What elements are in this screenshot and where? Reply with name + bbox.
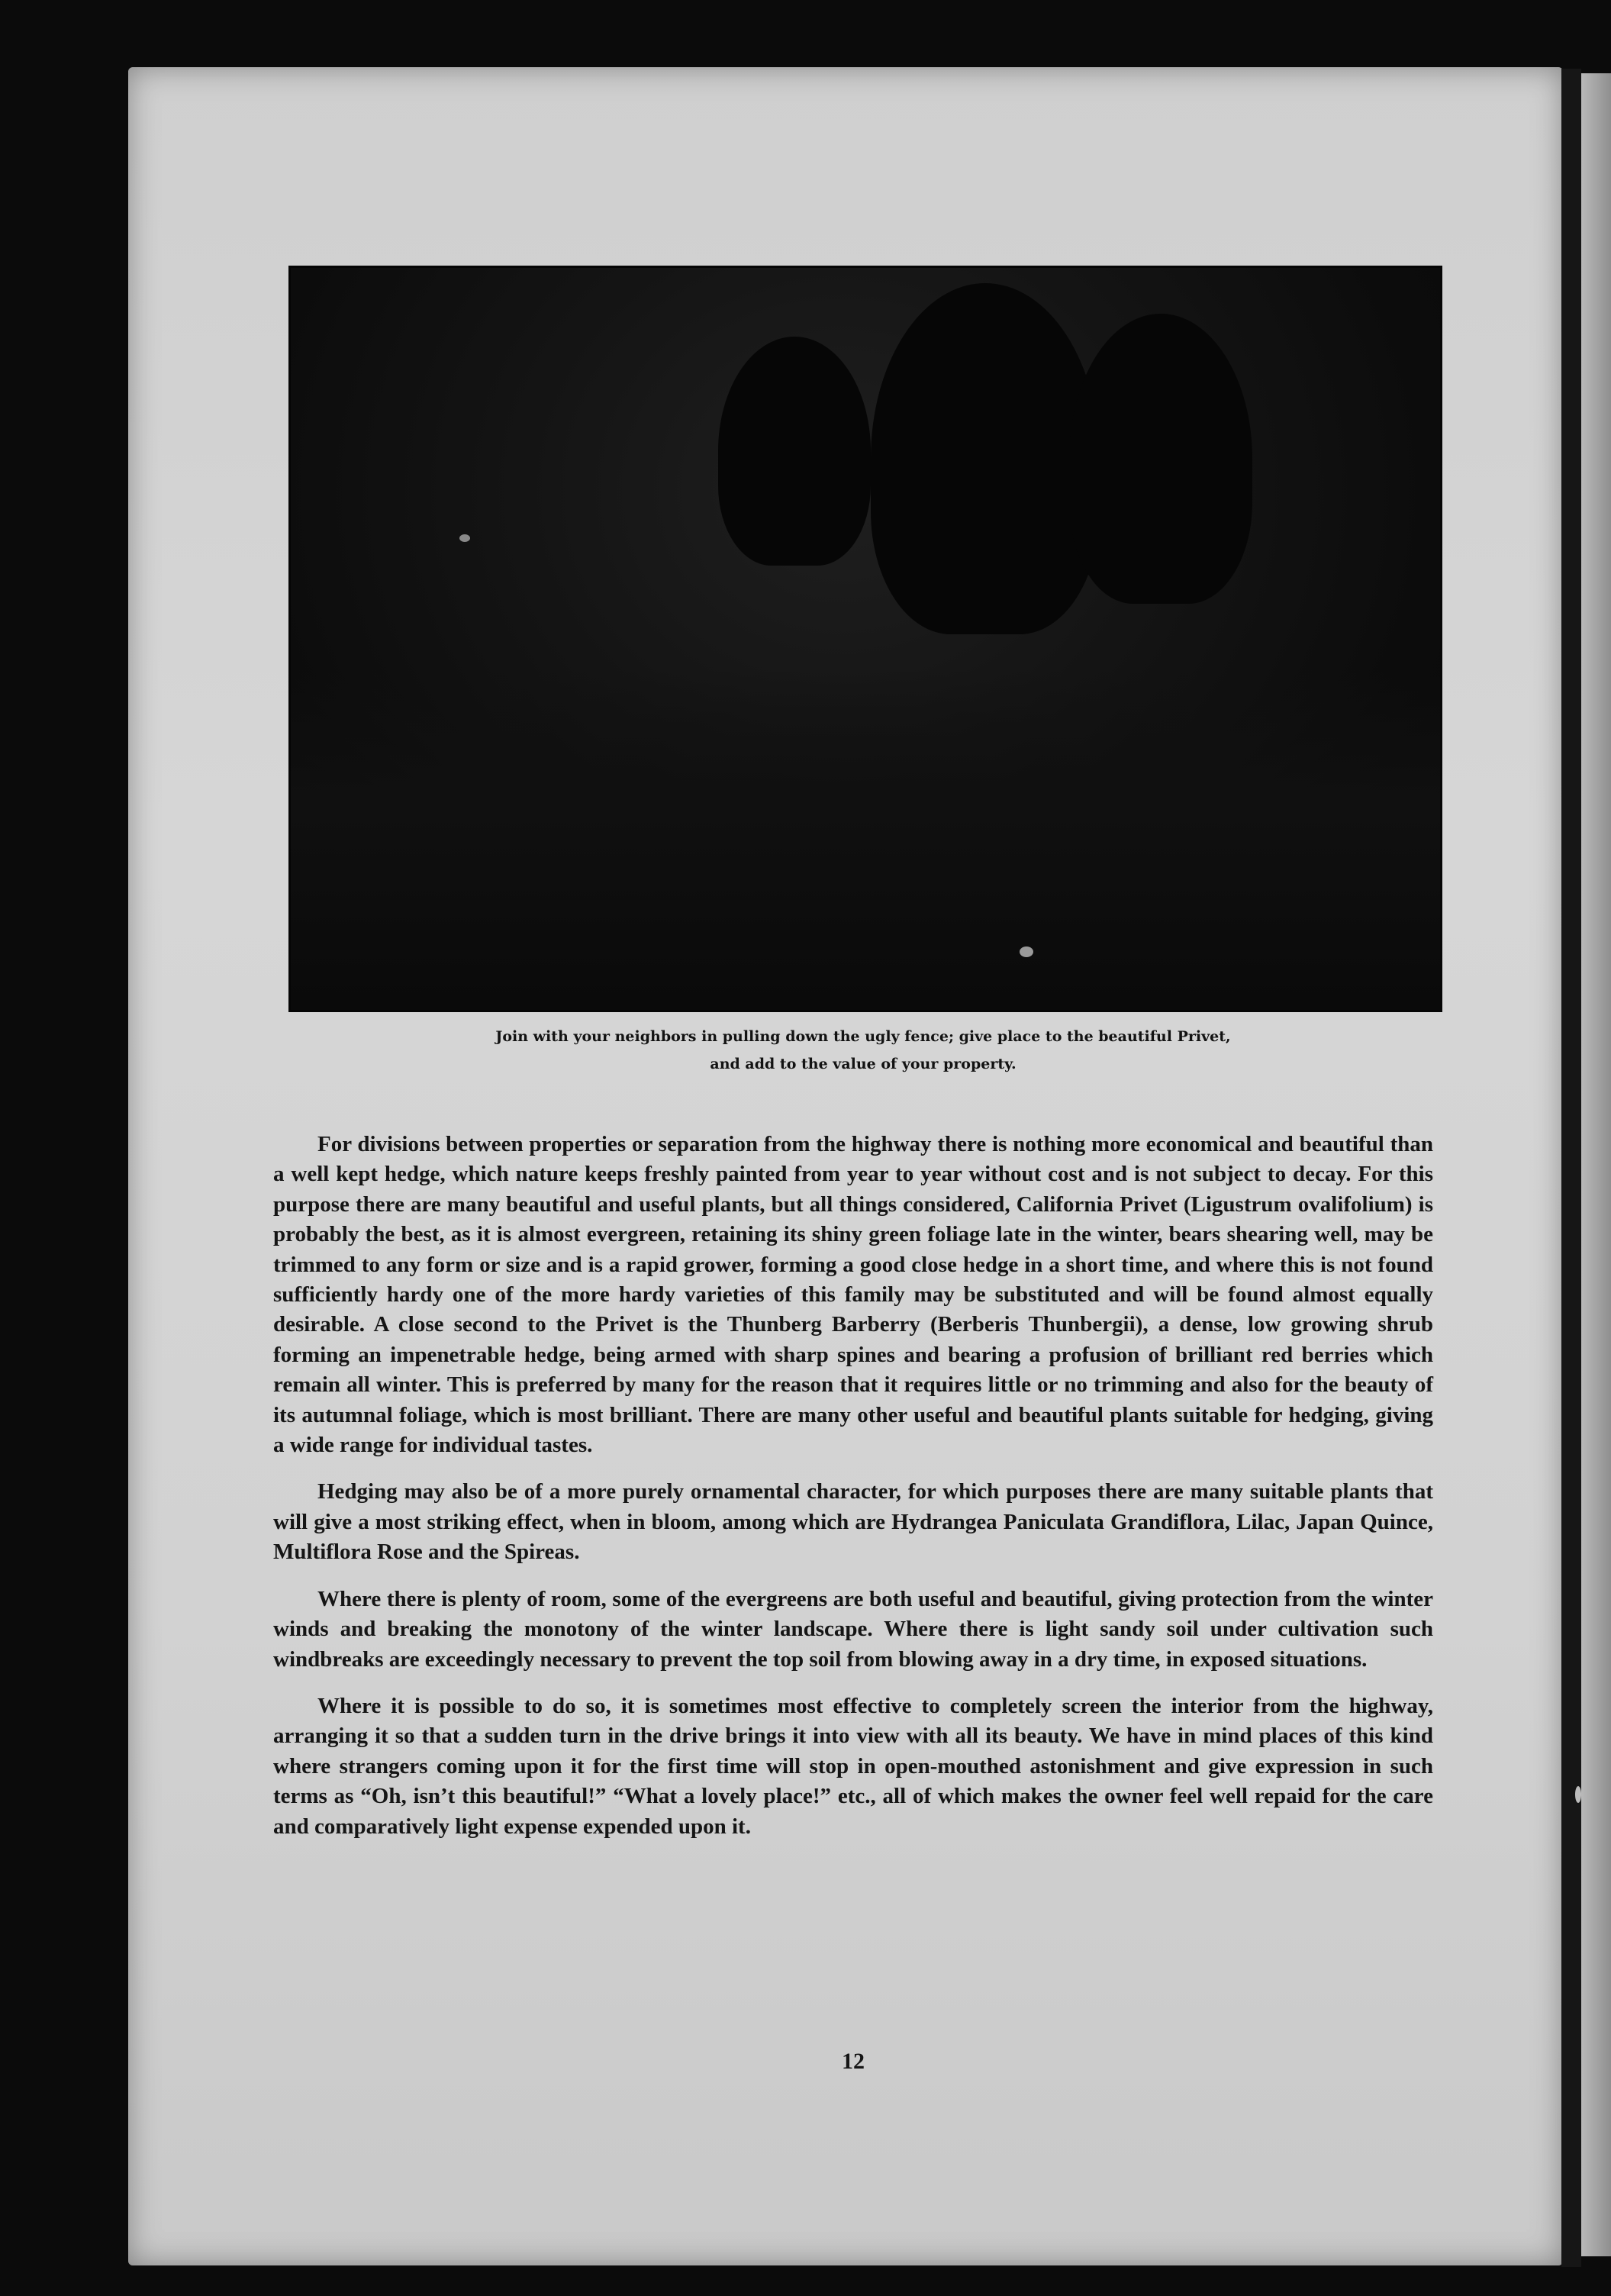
facing-page-edge bbox=[1581, 73, 1611, 2256]
hedge-photograph bbox=[288, 266, 1442, 1012]
body-text bbox=[273, 1130, 1433, 1859]
scan-speck bbox=[1020, 946, 1033, 957]
paragraph-screening: Where it is possible to do so, it is sometimes most effective to completely screen the interior from the highway, arranging it so that a sudden turn in the drive brings it into view with all its beauty. We have in mind places of this kind where strangers coming upon it for the first time will stop in open-mouthed astonishment and give expression in such terms as “Oh, isn’t this beautiful!” “What a lovely place!” etc., all of which makes the owner feel well repaid for the care and comparatively light expense expended upon it. bbox=[273, 1693, 1433, 1839]
tree-silhouette bbox=[718, 337, 871, 566]
tree-silhouette bbox=[1069, 314, 1252, 604]
paragraph-ornamental-hedging: Hedging may also be of a more purely ornamental character, for which purposes there are many suitable plants that will give a most striking effect, when in bloom, among which are Hydrangea Paniculata Grandiflora, Lilac, Japan Quince, Multiflora Rose and the Spireas. bbox=[273, 1479, 1433, 1565]
book-gutter bbox=[1561, 69, 1581, 2267]
photo-caption bbox=[288, 1023, 1438, 1078]
tree-silhouette bbox=[871, 283, 1100, 634]
caption-line: Join with your neighbors in pulling down the ugly fence; give place to the beautiful Privet, bbox=[495, 1028, 1231, 1045]
scan-speck bbox=[1575, 1786, 1581, 1803]
paragraph-privet-hedge: For divisions between properties or separation from the highway there is nothing more economical and beautiful than a well kept hedge, which nature keeps freshly painted from year to year without cost and is not subject to decay. For this purpose there are many beautiful and useful plants, but all things considered, California Privet (Ligustrum ovalifolium) is probably the best, as it is almost evergreen, retaining its shiny green foliage late in the winter, bears shearing well, may be trimmed to any form or size and is a rapid grower, forming a good close hedge in a short time, and where this is not found sufficiently hardy one of the more hardy varieties of this family may be substituted and will be found almost equally desirable. A close second to the Privet is the Thunberg Barberry (Berberis Thunbergii), a dense, low growing shrub forming an impenetrable hedge, being armed with sharp spines and bearing a profusion of brilliant red berries which remain all winter. This is preferred by many for the reason that it requires little or no trimming and also for the beauty of its autumnal foliage, which is most brilliant. There are many other useful and beautiful plants suitable for hedging, giving a wide range for individual tastes. bbox=[273, 1132, 1433, 1458]
caption-line: and add to the value of your property. bbox=[710, 1056, 1017, 1072]
page-number: 12 bbox=[842, 2049, 865, 2074]
garden-ground bbox=[291, 669, 1440, 1010]
paragraph-evergreens: Where there is plenty of room, some of the evergreens are both useful and beautiful, giving protection from the winter winds and breaking the monotony of the winter landscape. Where there is light sandy soil under cultivation such windbreaks are exceedingly necessary to prevent the top soil from blowing away in a dry time, in exposed situations. bbox=[273, 1586, 1433, 1672]
scan-speck bbox=[459, 534, 470, 542]
